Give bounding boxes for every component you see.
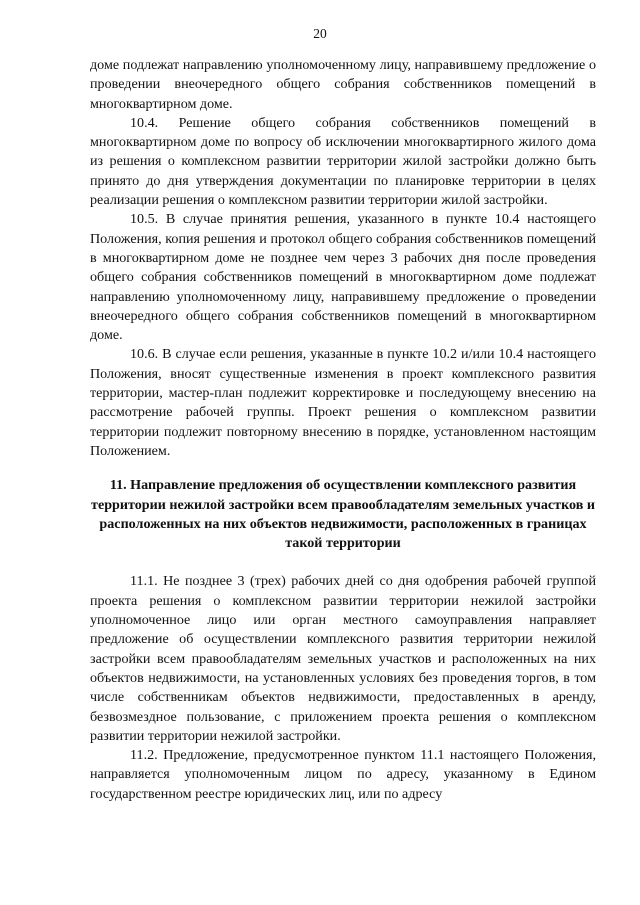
section-heading-11: 11. Направление предложения об осуществлении комплексного развития территории нежилой застройки всем правообладателям земельных участков и расположенных на них объектов недвижимости, расположенных в границах такой территории — [91, 477, 595, 552]
paragraph-10-6: 10.6. В случае если решения, указанные в пункте 10.2 и/или 10.4 настоящего Положения, вносят существенные изменения в проект комплексного развития территории, мастер-план подлежит корректировке и последующему внесению на рассмотрение рабочей группы. Проект решения о комплексном развитии территории подлежит повторному внесению в порядке, установленном настоящим Положением. — [90, 346, 596, 459]
page-number: 20 — [313, 26, 327, 41]
paragraph-continuation: доме подлежат направлению уполномоченному лицу, направившему предложение о проведении внеочередного общего собрания собственников помещений в многоквартирном доме. — [90, 57, 596, 112]
paragraph-11-1: 11.1. Не позднее 3 (трех) рабочих дней со дня одобрения рабочей группой проекта решения о комплексном развитии территории нежилой застройки уполномоченное лицо или орган местного самоуправления направляет предложение об осуществлении комплексного развития территории нежилой застройки всем правообладателям земельных участков и расположенных на них объектов недвижимости, на установленных условиях без проведения торгов, в том числе собственникам объектов недвижимости, предоставленных в аренду, безвозмездное пользование, с приложением проекта решения о комплексном развитии территории нежилой застройки. — [90, 573, 596, 744]
paragraph-11-2: 11.2. Предложение, предусмотренное пунктом 11.1 настоящего Положения, направляется уполномоченным лицом по адресу, указанному в Едином государственном реестре юридических лиц, или по адресу — [90, 747, 596, 802]
paragraph-10-4: 10.4. Решение общего собрания собственников помещений в многоквартирном доме по вопросу об исключении многоквартирного жилого дома из решения о комплексном развитии территории жилой застройки должно быть принято до дня утверждения документации по планировке территории в целях реализации решения о комплексном развитии территории жилой застройки. — [90, 114, 596, 209]
document-body — [90, 56, 596, 804]
paragraph-10-5: 10.5. В случае принятия решения, указанного в пункте 10.4 настоящего Положения, копия решения и протокол общего собрания собственников помещений в многоквартирном доме не позднее чем через 3 рабочих дня после проведения общего собрания собственников помещений в многоквартирном доме подлежат направлению уполномоченному лицу, направившему предложение о проведении внеочередного общего собрания собственников помещений в многоквартирном доме. — [90, 211, 596, 344]
